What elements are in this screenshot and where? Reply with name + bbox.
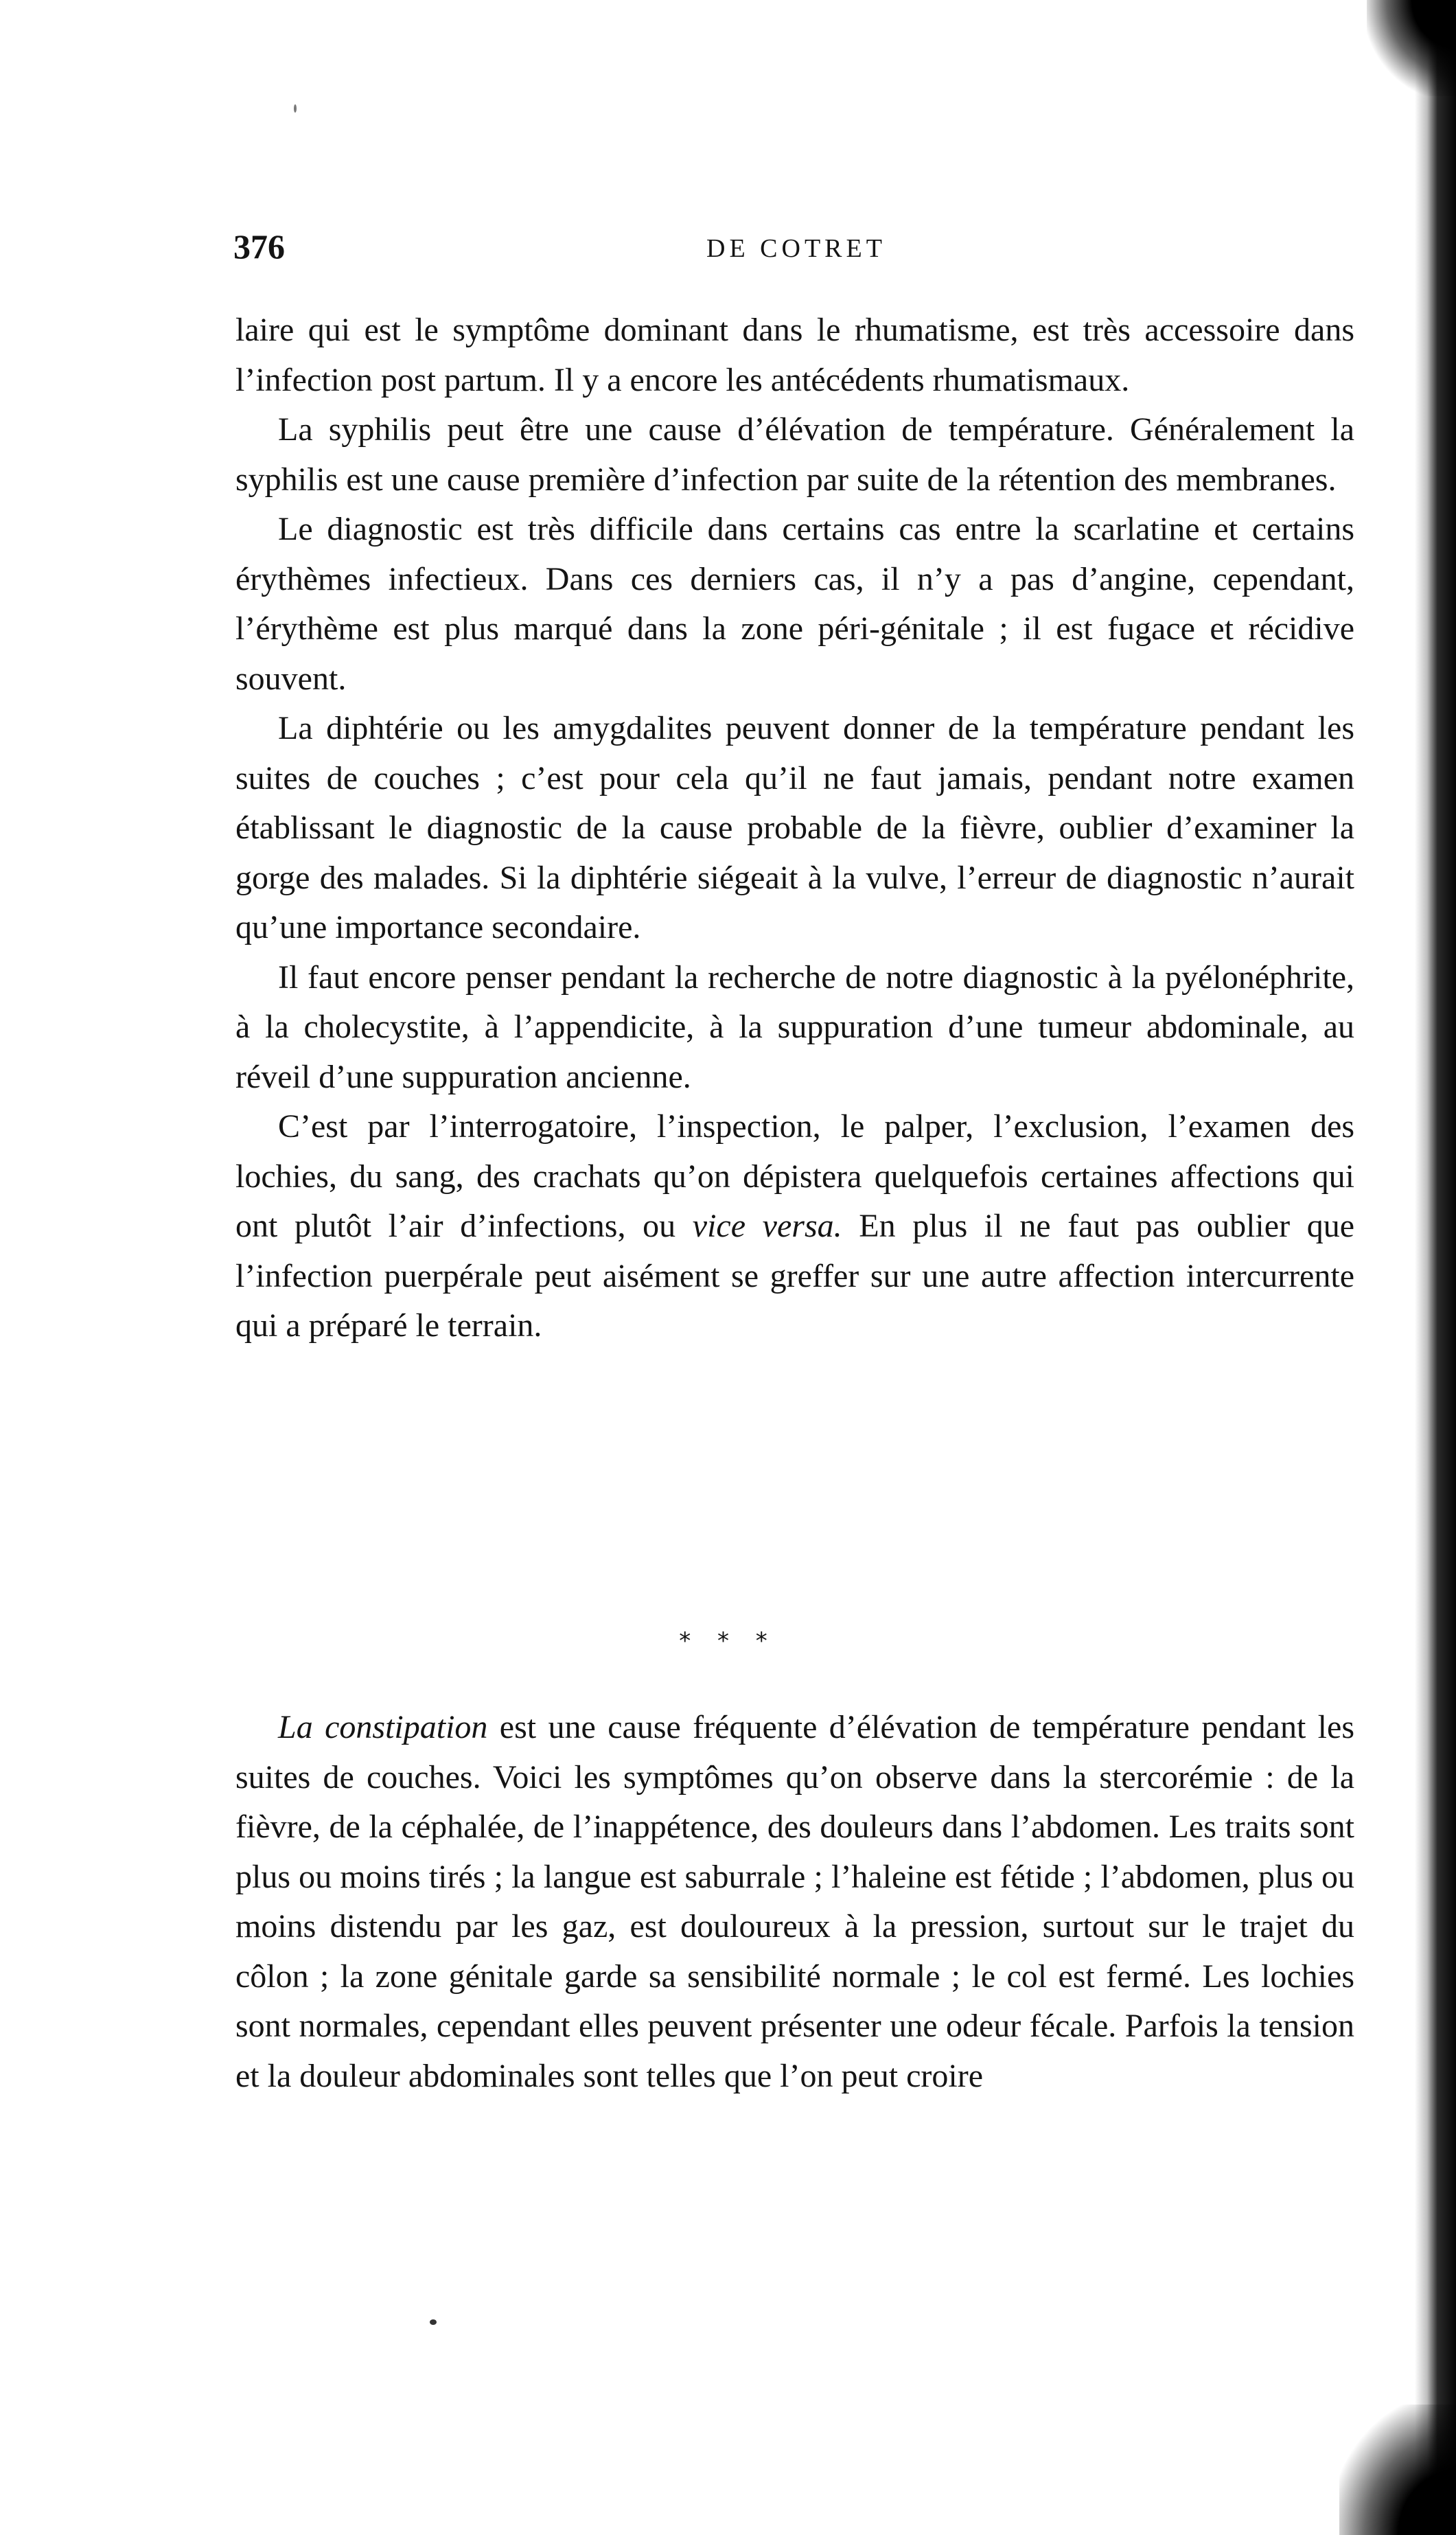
- paragraph: La diphtérie ou les amygdalites peuvent donner de la température pendant les suites de couches ; c’est pour cela qu’il ne faut jamais, pendant notre examen établissant le diagnostic de la cause probable de la fièvre, oublier d’examiner la gorge des malades. Si la diphtérie siégeait à la vulve, l’erreur de diagnostic n’aurait qu’une importance secondaire.: [235, 710, 1354, 945]
- scan-speck: [430, 2319, 437, 2325]
- scan-edge-shadow: [1415, 0, 1456, 2535]
- body-section-2: [235, 1703, 1354, 2101]
- page-header: [233, 227, 1359, 282]
- italic-phrase: vice versa.: [692, 1208, 842, 1244]
- scan-corner-top: [1367, 0, 1456, 96]
- paragraph-text: est une cause fréquente d’élévation de température pendant les suites de couches. Voici les symptômes qu’on observe dans la stercorémie : de la fièvre, de la céphalée, de l’inappétence, des douleurs dans l’abdomen. Les traits sont plus ou moins tirés ; la langue est saburrale ; l’haleine est fétide ; l’abdomen, plus ou moins distendu par les gaz, est douloureux à la pression, surtout sur le trajet du côlon ; la zone génitale garde sa sensibilité normale ; le col est fermé. Les lochies sont normales, cependant elles peuvent présenter une odeur fécale. Parfois la tension et la douleur abdominales sont telles que l’on peut croire: [235, 1709, 1355, 2094]
- paragraph-text: C’est par l’interrogatoire, l’inspection, le palper, l’exclusion, l’examen des lochies, du sang, des crachats qu’on dépistera quelquefois certaines affections qui ont plutôt l’air d’infections, ou: [235, 1108, 1354, 1244]
- paragraph: Il faut encore penser pendant la recherche de notre diagnostic à la pyélonéphrite, à la cholecystite, à l’appendicite, à la suppuration d’une tumeur abdominale, au réveil d’une suppuration ancienne.: [235, 959, 1354, 1095]
- paragraph-text: En plus il ne faut pas oublier que l’infection puerpérale peut aisément se greffer sur une autre affection intercurrente qui a préparé le terrain.: [235, 1208, 1355, 1344]
- body-section-1: [235, 306, 1354, 1351]
- paragraph: Le diagnostic est très difficile dans certains cas entre la scarlatine et certains érythèmes infectieux. Dans ces derniers cas, il n’y a pas d’angine, cependant, l’érythème est plus marqué dans la zone péri-génitale ; il est fugace et récidive souvent.: [235, 511, 1354, 697]
- paragraph: laire qui est le symptôme dominant dans le rhumatisme, est très accessoire dans l’infection post partum. Il y a encore les antécédents rhumatismaux.: [235, 312, 1354, 398]
- section-break-asterism: * * *: [679, 1627, 777, 1655]
- running-head: DE COTRET: [706, 234, 886, 263]
- scan-corner-bottom: [1339, 2405, 1456, 2535]
- paragraph: La syphilis peut être une cause d’élévation de température. Généralement la syphilis est une cause première d’infection par suite de la rétention des membranes.: [235, 411, 1354, 498]
- paragraph: [235, 1703, 1354, 2101]
- page-number: 376: [233, 227, 285, 266]
- paragraph: [235, 1102, 1354, 1351]
- scan-speck: [294, 104, 297, 113]
- italic-term: La constipation: [278, 1709, 488, 1745]
